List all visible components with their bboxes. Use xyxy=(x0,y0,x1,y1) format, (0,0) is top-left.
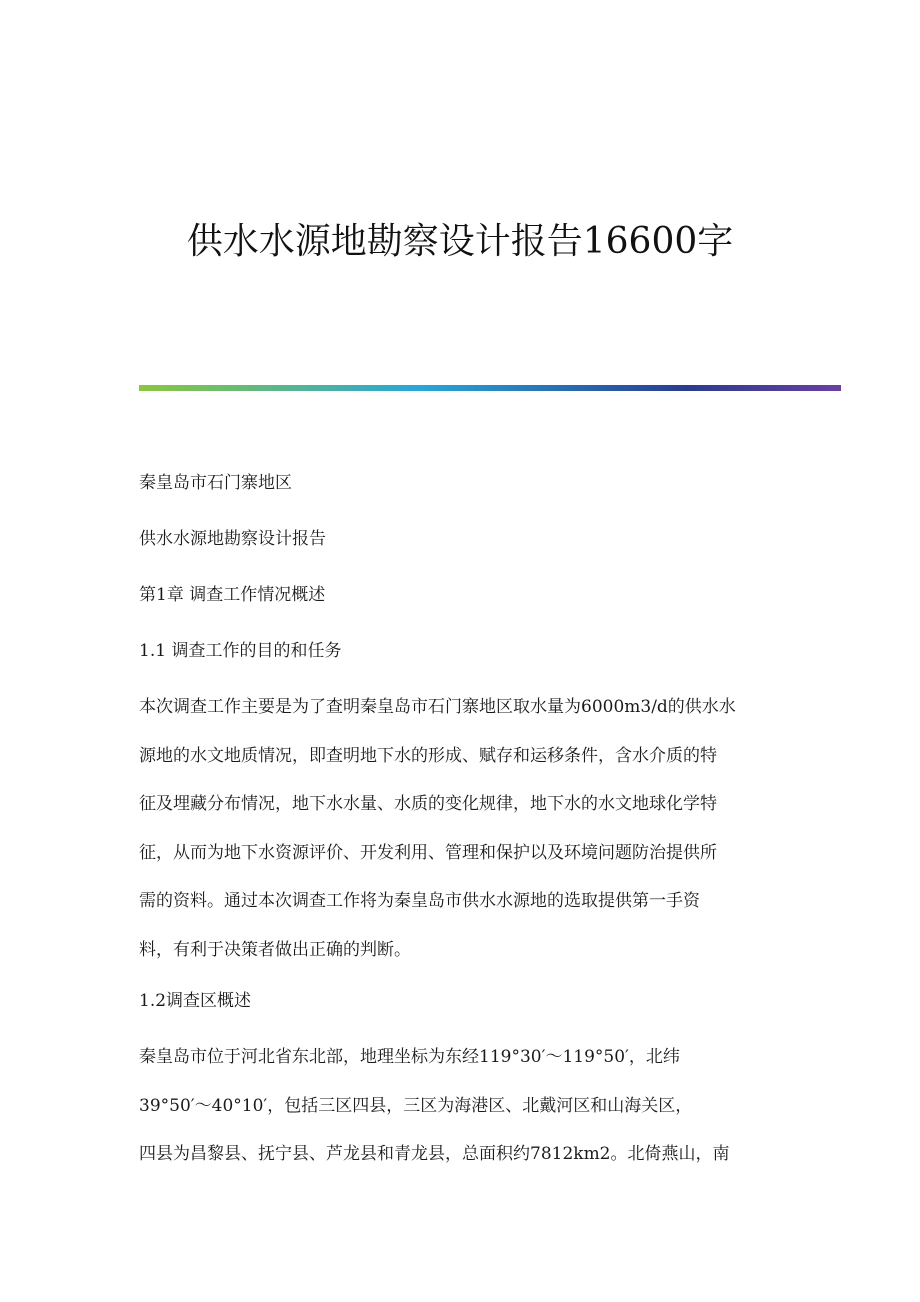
paragraph-line: 料，有利于决策者做出正确的判断。 xyxy=(139,939,411,960)
paragraph-line: 秦皇岛市位于河北省东北部，地理坐标为东经119°30′～119°50′，北纬 xyxy=(139,1047,680,1067)
chapter-heading: 第1章 调查工作情况概述 xyxy=(139,585,326,605)
report-heading: 供水水源地勘察设计报告 xyxy=(139,529,326,549)
paragraph-line: 四县为昌黎县、抚宁县、芦龙县和青龙县，总面积约7812km2。北倚燕山，南 xyxy=(139,1144,730,1164)
document-body xyxy=(139,466,789,1189)
paragraph-area-overview xyxy=(139,1033,789,1179)
paragraph-line: 征，从而为地下水资源评价、开发利用、管理和保护以及环境问题防治提供所 xyxy=(139,842,717,863)
title-gradient-rule xyxy=(139,385,841,391)
paragraph-line: 源地的水文地质情况，即查明地下水的形成、赋存和运移条件，含水介质的特 xyxy=(139,745,717,766)
paragraph-line: 本次调查工作主要是为了查明秦皇岛市石门寨地区取水量为6000m3/d的供水水 xyxy=(139,697,736,717)
paragraph-line: 需的资料。通过本次调查工作将为秦皇岛市供水水源地的选取提供第一手资 xyxy=(139,891,700,911)
section-heading-1-2: 1.2调查区概述 xyxy=(139,991,252,1011)
document-title: 供水水源地勘察设计报告16600字 xyxy=(186,221,734,262)
paragraph-line: 征及埋藏分布情况，地下水水量、水质的变化规律，地下水的水文地球化学特 xyxy=(139,794,717,814)
section-heading-1-1: 1.1 调查工作的目的和任务 xyxy=(139,641,342,661)
paragraph-purpose xyxy=(139,683,789,974)
region-heading: 秦皇岛市石门寨地区 xyxy=(139,473,292,493)
paragraph-line: 39°50′～40°10′，包括三区四县，三区为海港区、北戴河区和山海关区， xyxy=(139,1095,693,1116)
